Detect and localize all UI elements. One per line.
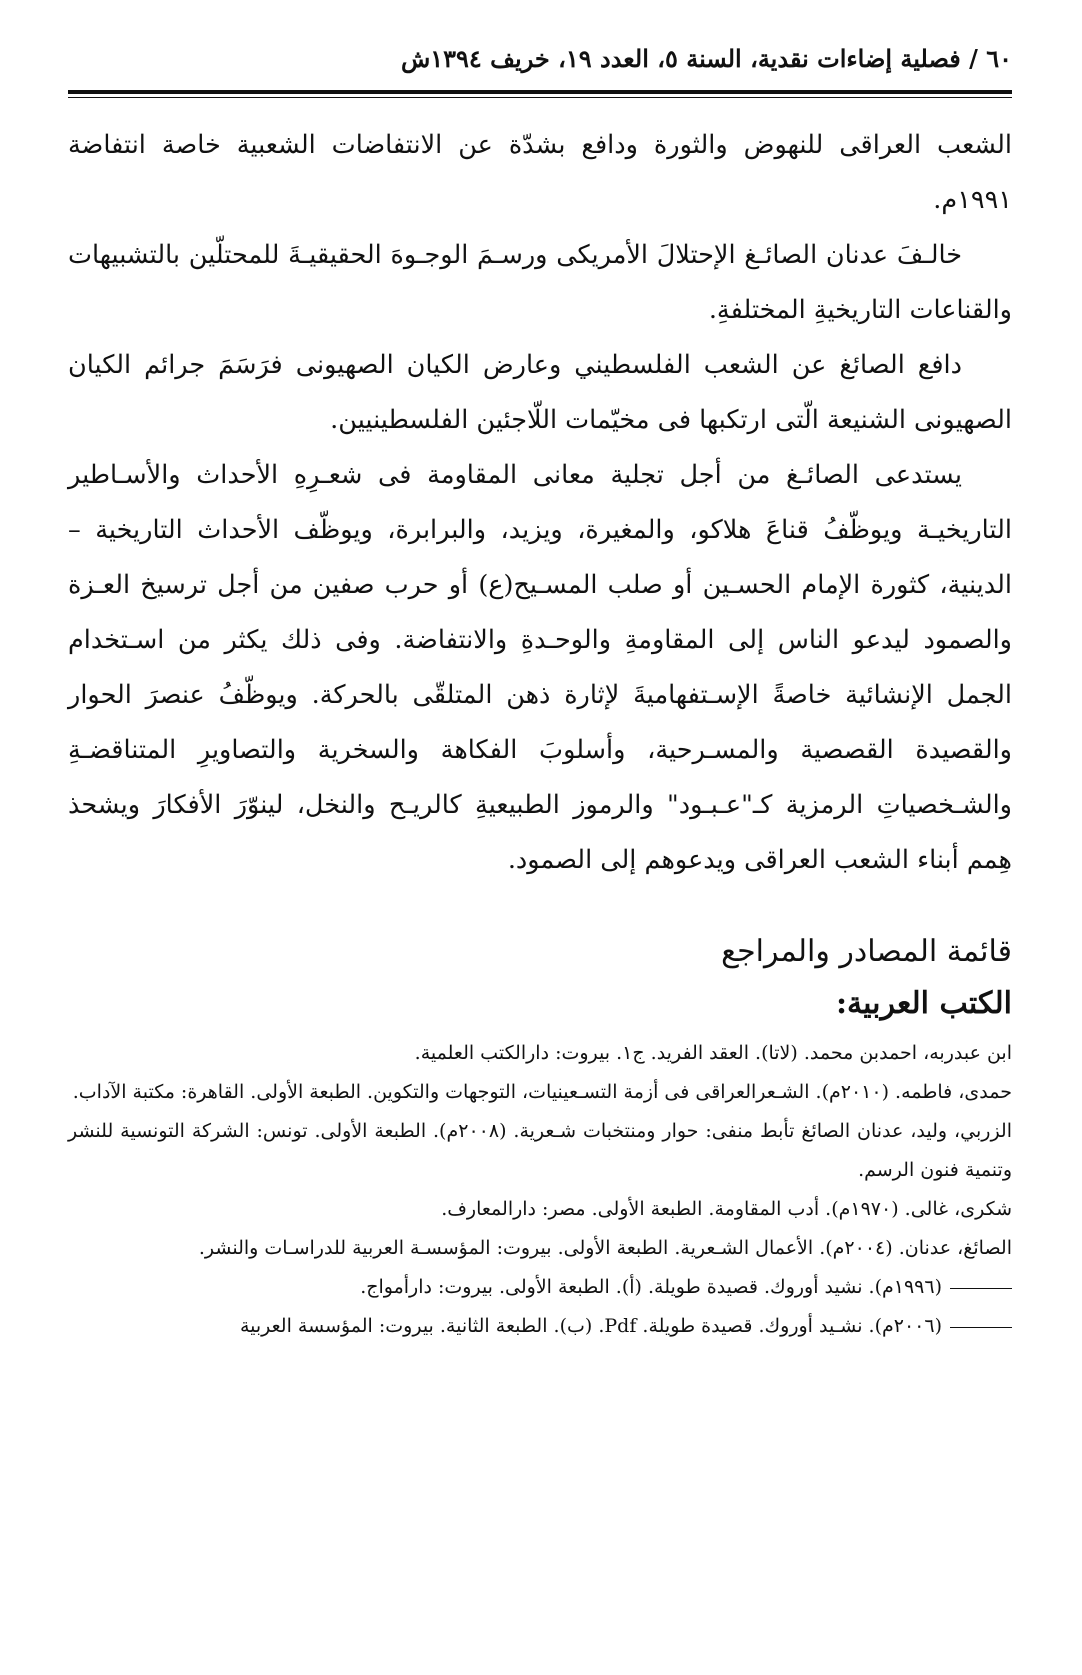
reference-5: الصائغ، عدنان. (٢٠٠٤م). الأعمال الشـعرية. الطبعة الأولی. بيروت: المؤسسـة العربية للدراسـات والنشر. [198, 1237, 1012, 1259]
reference-6-text: (١٩٩٦م). نشيد أوروك. قصيدة طويلة. (أ). الطبعة الأولی. بيروت: دارأمواج. [360, 1276, 942, 1298]
repeat-author-dash [950, 1327, 1012, 1328]
reference-6 [68, 1268, 1012, 1307]
reference-3: الزربي، وليد، عدنان الصائغ تأبط منفی: حوار ومنتخبات شـعرية. (٢٠٠٨م). الطبعة الأولی. تونس: الشركة التونسية للنشر وتنمية فنون الرسم. [68, 1120, 1013, 1181]
reference-7-text: (٢٠٠٦م). نشـيد أوروك. قصيدة طويلة. Pdf. (ب). الطبعة الثانية. بيروت: المؤسسة العربية [239, 1315, 942, 1337]
paragraph-3: دافع الصائغ عن الشعب الفلسطيني وعارض الكيان الصهيونی فرَسَمَ جرائم الكيان الصهيونی الشنيعة الّتی ارتكبها فی مخيّمات اللّاجئين الفلسطينيين. [68, 350, 1012, 435]
reference-1: ابن عبدربه، احمدبن محمد. (لاتا). العقد الفريد. ج١. بيروت: دارالكتب العلمية. [414, 1042, 1012, 1064]
arabic-books-heading: الكتب العربية: [835, 986, 1012, 1021]
page-header: ٦٠ / فصلية إضاءات نقدية، السنة ٥، العدد ١٩، خريف ١٣٩٤ش [400, 44, 1012, 73]
repeat-author-dash [950, 1288, 1012, 1289]
reference-4: شكری، غالی. (١٩٧٠م). أدب المقاومة. الطبعة الأولی. مصر: دارالمعارف. [441, 1198, 1012, 1220]
header-rule-thick [68, 90, 1012, 94]
paragraph-1: الشعب العراقی للنهوض والثورة ودافع بشدّة عن الانتفاضات الشعبية خاصة انتفاضة ١٩٩١م. [68, 130, 1012, 215]
reference-7 [68, 1307, 1012, 1346]
paragraph-4: يستدعی الصائـغ من أجل تجلية معانی المقاومة فی شعـرِهِ الأحداث والأسـاطير التاريخيـة ويوظّفُ قناعَ هلاكو، والمغيرة، ويزيد، والبرابرة، ويوظّف الأحداث التاريخية – الدينية، كثورة الإمام الحسـين أو صلب المسـيح(ع) أو حرب صفين من أجل ترسيخ العـزة والصمود ليدعو الناس إلی المقاومةِ والوحـدةِ والانتفاضة. وفی ذلك يكثر من اسـتخدام الجمل الإنشائية خاصةً الإسـتفهاميةَ لإثارة ذهن المتلقّی بالحركة. ويوظّفُ عنصرَ الحوار والقصيدة القصصية والمسـرحية، وأسلوبَ الفكاهة والسخرية والتصاويرِ المتناقضـةِ والشـخصياتِ الرمزية كـ"عـبـود" والرموز الطبيعيةِ كالريـح والنخل، لينوّرَ الأفكارَ ويشحذ هِمم أبناء الشعب العراقی ويدعوهم إلی الصمود. [68, 460, 1012, 875]
references-heading: قائمة المصادر والمراجع [721, 934, 1012, 969]
reference-2: حمدی، فاطمه. (٢٠١٠م). الشـعرالعراقی فی أزمة التسـعينيات، التوجهات والتكوين. الطبعة الأولی. القاهرة: مكتبة الآداب. [72, 1081, 1012, 1103]
page-body [68, 118, 1012, 1346]
paragraph-2: خالـفَ عدنان الصائـغ الإحتلالَ الأمريكی ورسـمَ الوجـوهَ الحقيقيـةَ للمحتلّين بالتشبيهات والقناعات التاريخيةِ المختلفةِ. [68, 240, 1012, 325]
header-rule-thin [68, 97, 1012, 98]
